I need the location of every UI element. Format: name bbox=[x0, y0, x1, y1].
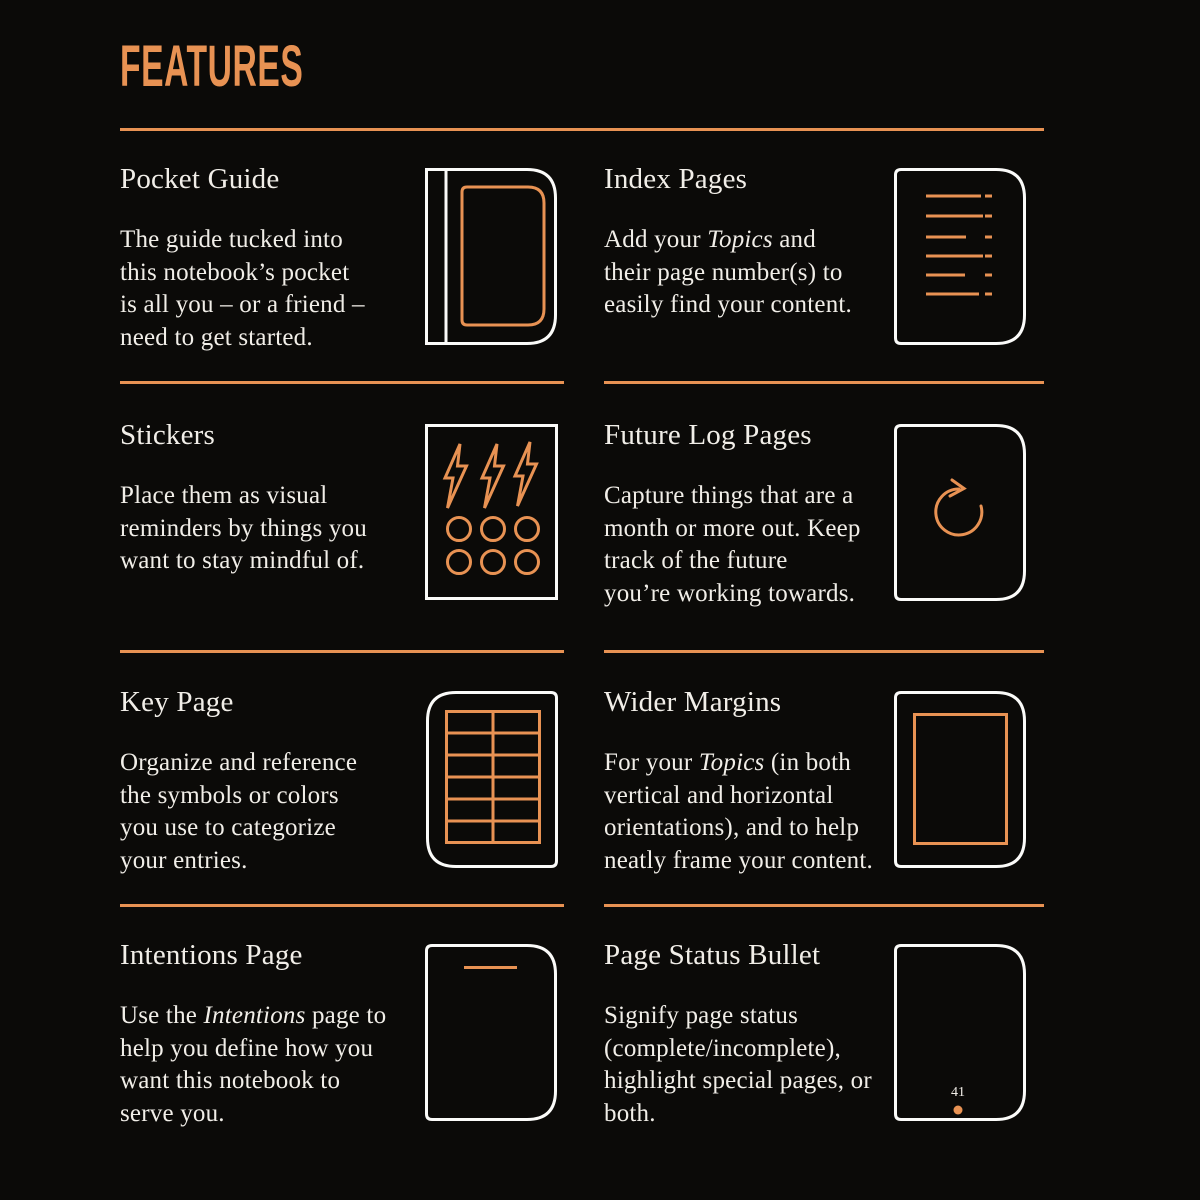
feature-title: Pocket Guide bbox=[120, 163, 280, 195]
feature-title: Index Pages bbox=[604, 163, 748, 195]
feature-card-intentions-page bbox=[120, 940, 564, 1130]
margin-frame-page-icon bbox=[894, 691, 1027, 868]
feature-row-3 bbox=[120, 687, 1045, 877]
refresh-arrow-page-icon bbox=[894, 424, 1027, 601]
page-number-bullet-icon bbox=[894, 944, 1027, 1121]
row-divider bbox=[604, 904, 1044, 907]
feature-description: For your Topics (in both vertical and horizontal orientations), and to help neatly frame your content. bbox=[604, 749, 873, 874]
feature-card-stickers bbox=[120, 420, 564, 610]
feature-description: Capture things that are a month or more out. Keep track of the future you’re working towards. bbox=[604, 482, 861, 607]
feature-card-future-log-pages bbox=[604, 420, 1045, 610]
feature-title: Wider Margins bbox=[604, 686, 782, 718]
feature-title: Intentions Page bbox=[120, 939, 303, 971]
status-bullet-dot bbox=[954, 1106, 963, 1115]
feature-title: Stickers bbox=[120, 419, 216, 451]
feature-description: Use the Intentions page to help you define how you want this notebook to serve you. bbox=[120, 1002, 387, 1127]
row-divider bbox=[120, 381, 564, 384]
feature-row-2 bbox=[120, 420, 1045, 610]
key-table-page-icon bbox=[425, 691, 558, 868]
feature-card-pocket-guide bbox=[120, 164, 564, 354]
row-divider bbox=[120, 904, 564, 907]
pocket-notebook-icon bbox=[425, 168, 558, 345]
row-divider bbox=[604, 650, 1044, 653]
feature-card-key-page bbox=[120, 687, 564, 877]
feature-title: Future Log Pages bbox=[604, 419, 812, 451]
page-title: FEATURES bbox=[120, 34, 304, 99]
row-divider bbox=[604, 381, 1044, 384]
intentions-line-page-icon bbox=[425, 944, 558, 1121]
feature-description: The guide tucked into this notebook’s pocket is all you – or a friend – need to get started. bbox=[120, 226, 365, 351]
row-divider bbox=[120, 650, 564, 653]
title-rule bbox=[120, 128, 1044, 131]
feature-card-index-pages bbox=[604, 164, 1045, 354]
feature-row-1 bbox=[120, 164, 1045, 354]
feature-title: Key Page bbox=[120, 686, 234, 718]
page-number: 41 bbox=[951, 1085, 965, 1100]
feature-title: Page Status Bullet bbox=[604, 939, 821, 971]
feature-description: Signify page status (complete/incomplete), highlight special pages, or both. bbox=[604, 1002, 872, 1127]
feature-card-wider-margins bbox=[604, 687, 1045, 877]
feature-card-page-status-bullet bbox=[604, 940, 1045, 1130]
feature-description: Place them as visual reminders by things you want to stay mindful of. bbox=[120, 482, 367, 574]
feature-description: Add your Topics and their page number(s) to easily find your content. bbox=[604, 226, 852, 318]
sticker-sheet-icon bbox=[425, 424, 558, 600]
index-lines-icon bbox=[894, 168, 1027, 345]
feature-row-4 bbox=[120, 940, 1045, 1130]
feature-description: Organize and reference the symbols or colors you use to categorize your entries. bbox=[120, 749, 358, 874]
